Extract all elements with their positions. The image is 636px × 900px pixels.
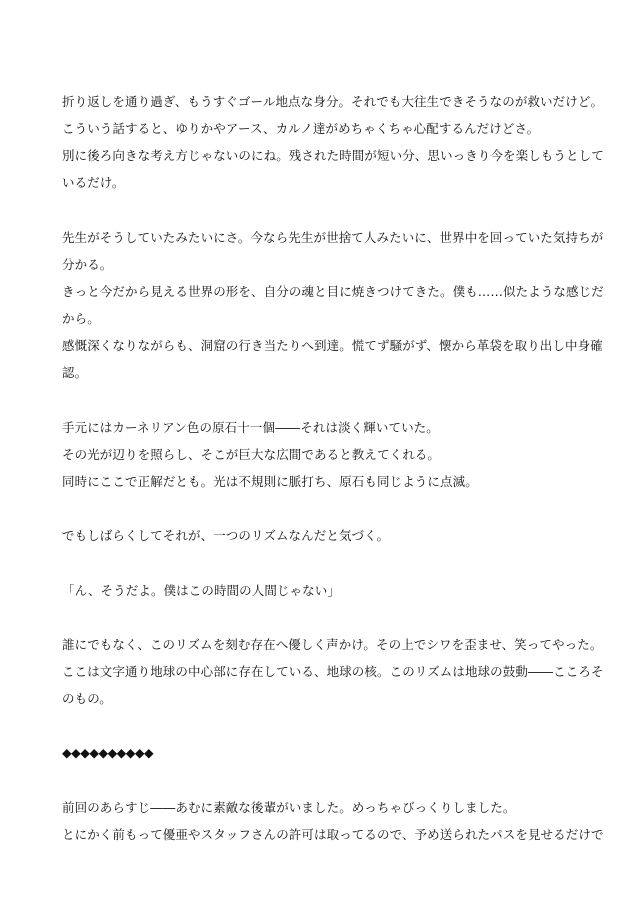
text-line: きっと今だから見える世界の形を、自分の魂と目に焼きつけてきた。僕も……似たような感じだ	[62, 284, 604, 299]
text-line: でもしばらくしてそれが、一つのリズムなんだと気づく。	[62, 528, 390, 543]
text-line: ここは文字通り地球の中心部に存在している、地球の核。このリズムは地球の鼓動――こころそ	[62, 664, 604, 679]
dialogue-line: 「ん、そうだよ。僕はこの時間の人間じゃない」	[62, 583, 340, 598]
section-divider: ◆◆◆◆◆◆◆◆◆◆	[62, 745, 154, 760]
text-line: 先生がそうしていたみたいにさ。今なら先生が世捨て人みたいに、世界中を回っていた気持ちが	[62, 230, 604, 245]
text-line: 手元にはカーネリアン色の原石十一個――それは淡く輝いていた。	[62, 420, 439, 435]
text-line: 前回のあらすじ――あむに素敵な後輩がいました。めっちゃびっくりしました。	[62, 800, 516, 815]
text-line: こういう話すると、ゆりかやアース、カルノ達がめちゃくちゃ心配するんだけどさ。	[62, 121, 540, 136]
text-line: 同時にここで正解だとも。光は不規則に脈打ち、原石も同じように点滅。	[62, 474, 478, 489]
text-line: 分かる。	[62, 257, 113, 272]
text-line: から。	[62, 311, 100, 326]
text-line: のもの。	[62, 691, 112, 706]
text-line: その光が辺りを照らし、そこが巨大な広間であると教えてくれる。	[62, 447, 441, 462]
text-line: 折り返しを通り過ぎ、もうすぐゴール地点な身分。それでも大往生できそうなのが救いだけど。	[62, 94, 604, 109]
text-line: 誰にでもなく、このリズムを刻む存在へ優しく声かけ。その上でシワを歪ませ、笑ってやった。	[62, 637, 603, 652]
text-line: 感慨深くなりながらも、洞窟の行き当たりへ到達。慌てず騒がず、懐から革袋を取り出し中身確	[62, 338, 603, 353]
text-line: いるだけ。	[62, 175, 125, 190]
text-line: 認。	[62, 365, 88, 380]
text-line: 別に後ろ向きな考え方じゃないのにね。残された時間が短い分、思いっきり今を楽しもうとして	[62, 148, 604, 163]
text-line: とにかく前もって優亜やスタッフさんの許可は取ってるので、予め送られたパスを見せるだけで	[62, 827, 604, 842]
